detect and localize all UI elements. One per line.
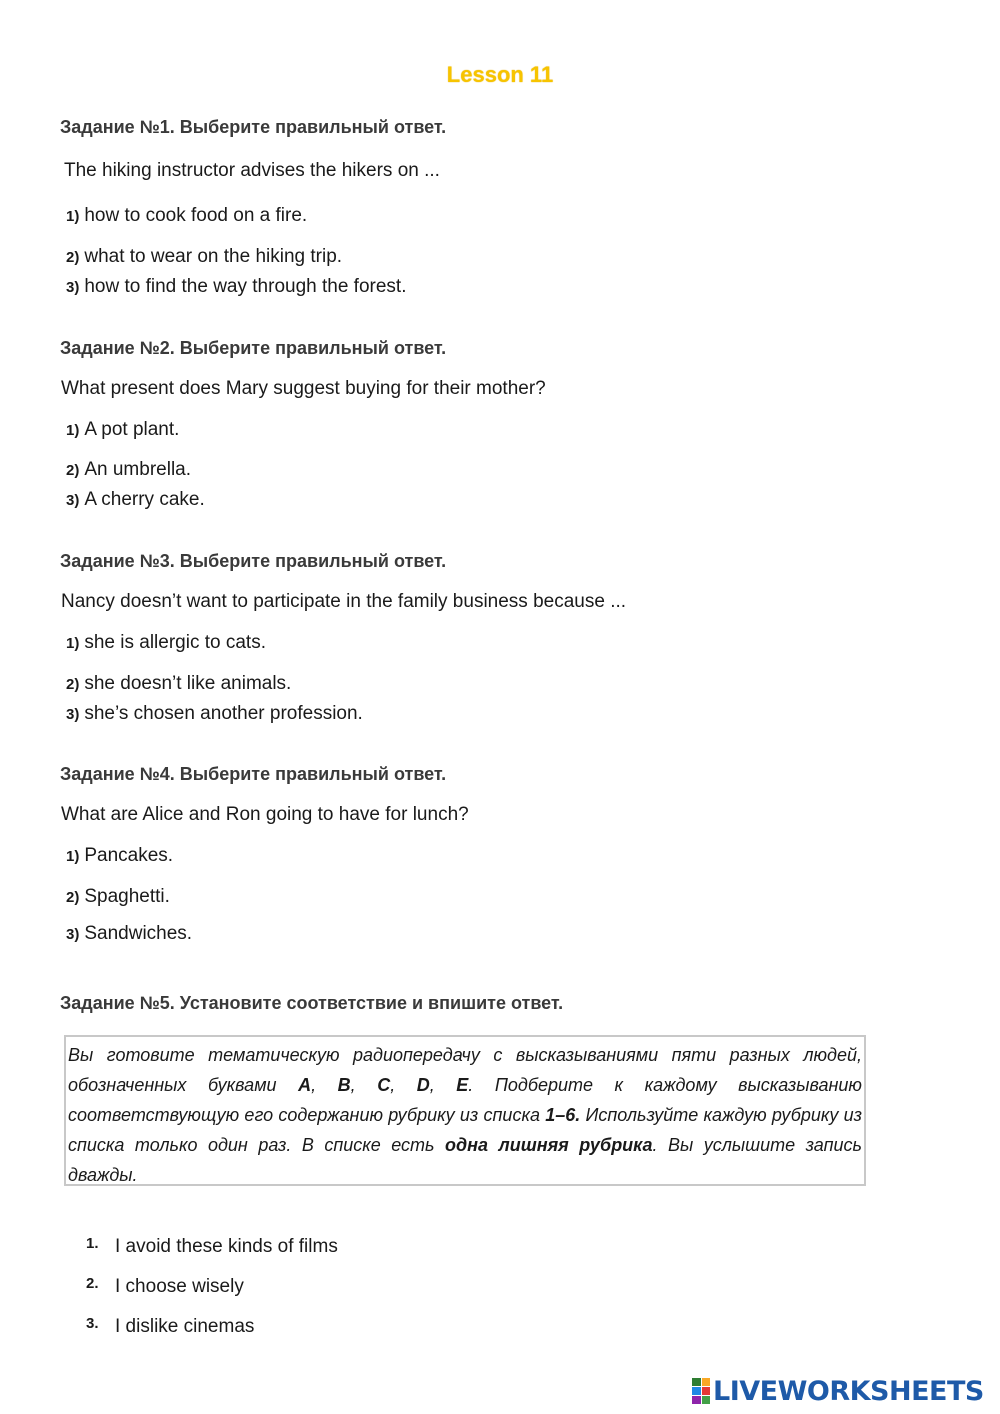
option-text: she doesn’t like animals. bbox=[84, 673, 292, 694]
instruction-text-3: Используйте каждую рубрику из списка только один раз. В списке есть bbox=[68, 1105, 863, 1155]
option-text: Spaghetti. bbox=[84, 886, 170, 907]
option-text: what to wear on the hiking trip. bbox=[84, 246, 343, 267]
option-text: An umbrella. bbox=[84, 459, 192, 480]
task-4-heading: Задание №4. Выберите правильный ответ. bbox=[60, 764, 447, 784]
task-3-heading: Задание №3. Выберите правильный ответ. bbox=[60, 551, 447, 571]
instruction-text-1: Вы готовите тематическую радиопередачу с высказываниями пяти разных людей, обозначенных буквами bbox=[68, 1045, 862, 1095]
task-1-option-2[interactable] bbox=[66, 246, 342, 268]
option-text: A pot plant. bbox=[84, 419, 180, 440]
option-number: 2) bbox=[66, 462, 80, 479]
rubric-number: 2. bbox=[86, 1275, 99, 1292]
option-number: 3) bbox=[66, 706, 80, 723]
extra-rubric-note: одна лишняя рубрика bbox=[445, 1135, 653, 1155]
option-text: Sandwiches. bbox=[84, 923, 193, 944]
option-number: 2) bbox=[66, 249, 80, 266]
task-4-question: What are Alice and Ron going to have for lunch? bbox=[61, 804, 469, 825]
speaker-letter-c: C bbox=[377, 1075, 391, 1095]
option-number: 3) bbox=[66, 492, 80, 509]
instruction-text-4: . Вы услышите запись дважды. bbox=[68, 1135, 862, 1185]
option-number: 2) bbox=[66, 676, 80, 693]
task-5-heading: Задание №5. Установите соответствие и впишите ответ. bbox=[60, 993, 564, 1013]
option-text: she’s chosen another profession. bbox=[84, 703, 363, 724]
logo-tile bbox=[702, 1396, 711, 1404]
task-2-option-2[interactable] bbox=[66, 459, 191, 481]
task-3-option-2[interactable] bbox=[66, 673, 291, 695]
task-1-heading: Задание №1. Выберите правильный ответ. bbox=[60, 117, 447, 137]
task-5-instruction-box bbox=[64, 1035, 866, 1186]
liveworksheets-logo-icon bbox=[692, 1378, 710, 1404]
page-title: Lesson 11 bbox=[446, 62, 554, 87]
option-number: 2) bbox=[66, 889, 80, 906]
option-number: 1) bbox=[66, 848, 80, 865]
logo-tile bbox=[702, 1387, 711, 1395]
rubric-item-2 bbox=[86, 1275, 244, 1298]
option-text: how to cook food on a fire. bbox=[84, 205, 308, 226]
logo-tile bbox=[692, 1378, 701, 1386]
speaker-letter-b: B bbox=[337, 1075, 351, 1095]
instruction-text-2: . Подберите к каждому высказыванию соответствующую его содержанию рубрику из списка bbox=[68, 1075, 862, 1125]
task-3-option-1[interactable] bbox=[66, 632, 266, 654]
logo-tile bbox=[692, 1396, 701, 1404]
liveworksheets-logo bbox=[692, 1374, 984, 1408]
rubric-text: I dislike cinemas bbox=[115, 1316, 255, 1337]
logo-tile bbox=[702, 1378, 711, 1386]
option-text: A cherry cake. bbox=[84, 489, 205, 510]
task-4-option-3[interactable] bbox=[66, 923, 192, 945]
task-3-option-3[interactable] bbox=[66, 703, 363, 725]
logo-text: LIVEWORKSHEETS bbox=[713, 1375, 984, 1407]
option-number: 1) bbox=[66, 208, 80, 225]
option-text: she is allergic to cats. bbox=[84, 632, 266, 653]
separator: , bbox=[350, 1075, 378, 1095]
rubric-text: I avoid these kinds of films bbox=[115, 1236, 338, 1257]
task-2-option-3[interactable] bbox=[66, 489, 205, 511]
speaker-letter-e: E bbox=[456, 1075, 469, 1095]
separator: , bbox=[429, 1075, 457, 1095]
separator: , bbox=[390, 1075, 417, 1095]
rubric-number: 3. bbox=[86, 1315, 99, 1332]
option-number: 3) bbox=[66, 926, 80, 943]
task-3-question: Nancy doesn’t want to participate in the family business because ... bbox=[61, 591, 627, 612]
option-number: 1) bbox=[66, 635, 80, 652]
rubric-text: I choose wisely bbox=[115, 1276, 244, 1297]
task-2-heading: Задание №2. Выберите правильный ответ. bbox=[60, 338, 447, 358]
task-1-option-3[interactable] bbox=[66, 276, 406, 298]
rubric-item-1 bbox=[86, 1235, 338, 1258]
task-4-option-1[interactable] bbox=[66, 845, 173, 867]
speaker-letter-a: A bbox=[298, 1075, 312, 1095]
speaker-letter-d: D bbox=[416, 1075, 430, 1095]
rubric-number: 1. bbox=[86, 1235, 99, 1252]
option-text: how to find the way through the forest. bbox=[84, 276, 407, 297]
task-2-option-1[interactable] bbox=[66, 419, 179, 441]
logo-tile bbox=[692, 1387, 701, 1395]
option-number: 1) bbox=[66, 422, 80, 439]
rubric-range: 1–6. bbox=[545, 1105, 581, 1125]
option-number: 3) bbox=[66, 279, 80, 296]
option-text: Pancakes. bbox=[84, 845, 174, 866]
rubric-item-3 bbox=[86, 1315, 254, 1338]
task-1-question: The hiking instructor advises the hikers on ... bbox=[64, 160, 440, 181]
task-2-question: What present does Mary suggest buying for their mother? bbox=[61, 378, 546, 399]
task-4-option-2[interactable] bbox=[66, 886, 170, 908]
task-1-option-1[interactable] bbox=[66, 205, 307, 227]
separator: , bbox=[311, 1075, 338, 1095]
